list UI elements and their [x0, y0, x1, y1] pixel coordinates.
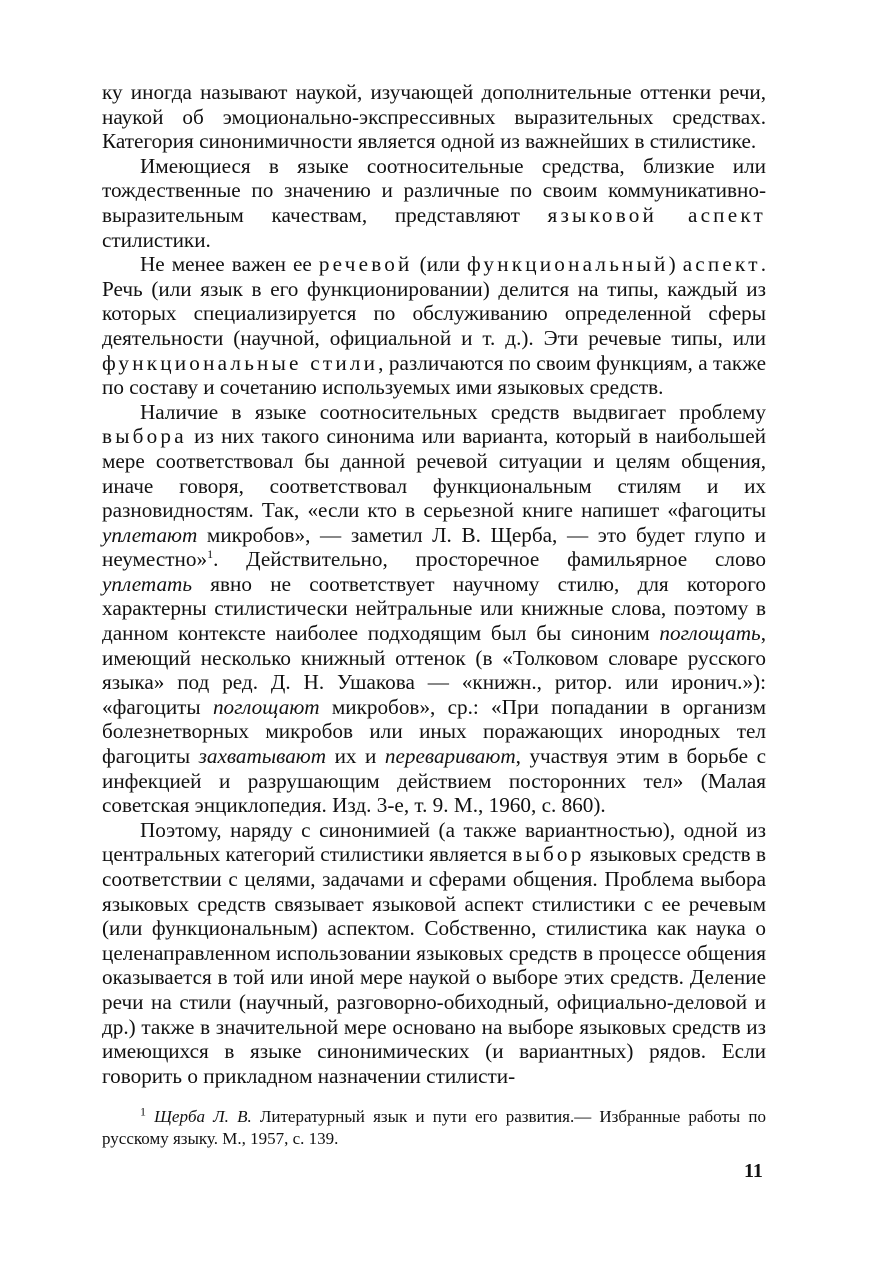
p3-part-c: (или	[412, 252, 467, 277]
paragraph-5	[102, 818, 766, 1089]
italic-perevarivayut: переваривают	[384, 744, 516, 769]
p3-part-g: . Речь (или язык в его функционировании) делится на типы, каждый из которых специализируется по обслуживанию определенной сферы деятельности (научной, официальной и т. д.). Эти речевые типы, или	[102, 252, 767, 350]
p4-part-c: из них такого синонима или варианта, который в наибольшей мере соответствовал бы данной речевой ситуации и целям общения, иначе говоря, соответствовал функциональным стилям и их разновидностям. Так, «если кто в серьезной книге напишет «фагоциты	[102, 424, 766, 523]
footnote	[102, 1106, 766, 1150]
page-number: 11	[744, 1160, 763, 1182]
p4-part-j: , имеющий несколько книжный оттенок (в «Толковом словаре русского языка» под ред. Д. Н. Ушакова — «книжн., ритор. или иронич.»): «фагоциты	[102, 621, 766, 719]
spaced-term-functional: функциональный	[467, 252, 669, 277]
p3-part-a: Не менее важен ее	[140, 252, 319, 277]
paragraph-2-end: стилистики.	[102, 227, 211, 252]
italic-poglashchayut: поглощают	[212, 694, 320, 719]
p5-part-c: языковых средств в соответствии с целями, задачами и сферами общения. Проблема выбора языковых средств связывает языковой аспект стилистики с ее речевым (или функциональным) аспектом. Собственно, стилистика как наука о целенаправленном использовании языковых средств в процессе общения оказывается в той или иной мере наукой о выборе этих средств. Деление речи на стили (научный, разговорно-обиходный, официально-деловой и др.) также в значительной мере основано на выборе языковых средств из имеющихся в языке синонимических (и вариантных) рядов. Если говорить о прикладном назначении стилисти-	[102, 842, 766, 1088]
p4-part-l: микробов», ср.: «При попадании в организм болезнетворных микробов или иных поражающих инородных тел фагоциты	[102, 694, 767, 769]
spaced-term-speech: речевой	[318, 252, 413, 277]
spaced-term-language-aspect: языковой аспект	[547, 202, 766, 227]
spaced-term-functional-styles: функциональные стили	[102, 350, 379, 375]
main-text	[102, 80, 766, 1088]
p4-part-e: микробов», — заметил Л. В. Щерба, — это будет глупо и неуместно»	[102, 522, 766, 572]
footnote-author: Щерба Л. В.	[154, 1107, 252, 1126]
italic-zakhvatyvayut: захватывают	[198, 744, 327, 769]
spaced-term-choice: выбора	[102, 424, 187, 449]
footnote-body: Литературный язык и пути его развития.— Избранные работы по русскому языку. М., 1957, с. 139.	[102, 1107, 766, 1148]
p4-part-f: . Действительно, просторечное фамильярное слово	[213, 547, 766, 572]
p4-part-p: , участвуя этим в борьбе с инфекцией и разрушающим действием посторонних тел» (Малая советская энциклопедия. Изд. 3-е, т. 9. М., 1960, с. 860).	[102, 744, 767, 818]
paragraph-2-start: Имеющиеся в языке соотносительные средства, близкие или тождественные по значению и различные по своим коммуникативно-выразительным качествам, представляют	[102, 153, 766, 227]
italic-poglashchat: поглощать	[659, 621, 761, 646]
italic-uplatat: уплетать	[102, 571, 192, 596]
paragraph-2	[102, 154, 766, 252]
italic-uplatayut: уплетают	[102, 522, 198, 547]
footnote-marker: 1	[140, 1104, 146, 1119]
p3-part-e: )	[668, 252, 683, 277]
p4-part-a: Наличие в языке соотносительных средств выдвигает проблему	[140, 399, 766, 424]
p4-part-n: их и	[326, 744, 385, 769]
p3-part-i: , различаются по своим функциям, а также по составу и сочетанию используемых ими языковых средств.	[102, 350, 766, 400]
spaced-term-aspect: аспект	[682, 252, 761, 277]
paragraph-3	[102, 252, 766, 400]
p5-part-a: Поэтому, наряду с синонимией (а также вариантностью), одной из центральных категорий стилистики является	[102, 817, 766, 867]
paragraph-1: ку иногда называют наукой, изучающей дополнительные оттенки речи, наукой об эмоционально-экспрессивных выразительных средствах. Категория синонимичности является одной из важнейших в стилистике.	[102, 80, 766, 154]
spaced-term-choice-2: выбор	[512, 842, 585, 867]
footnote-reference[interactable]: 1	[207, 547, 214, 562]
paragraph-4	[102, 400, 766, 818]
p4-part-h: явно не соответствует научному стилю, для которого характерны стилистически нейтральные или книжные слова, поэтому в данном контексте наиболее подходящим был бы синоним	[102, 571, 766, 646]
footnote-text	[102, 1106, 766, 1150]
